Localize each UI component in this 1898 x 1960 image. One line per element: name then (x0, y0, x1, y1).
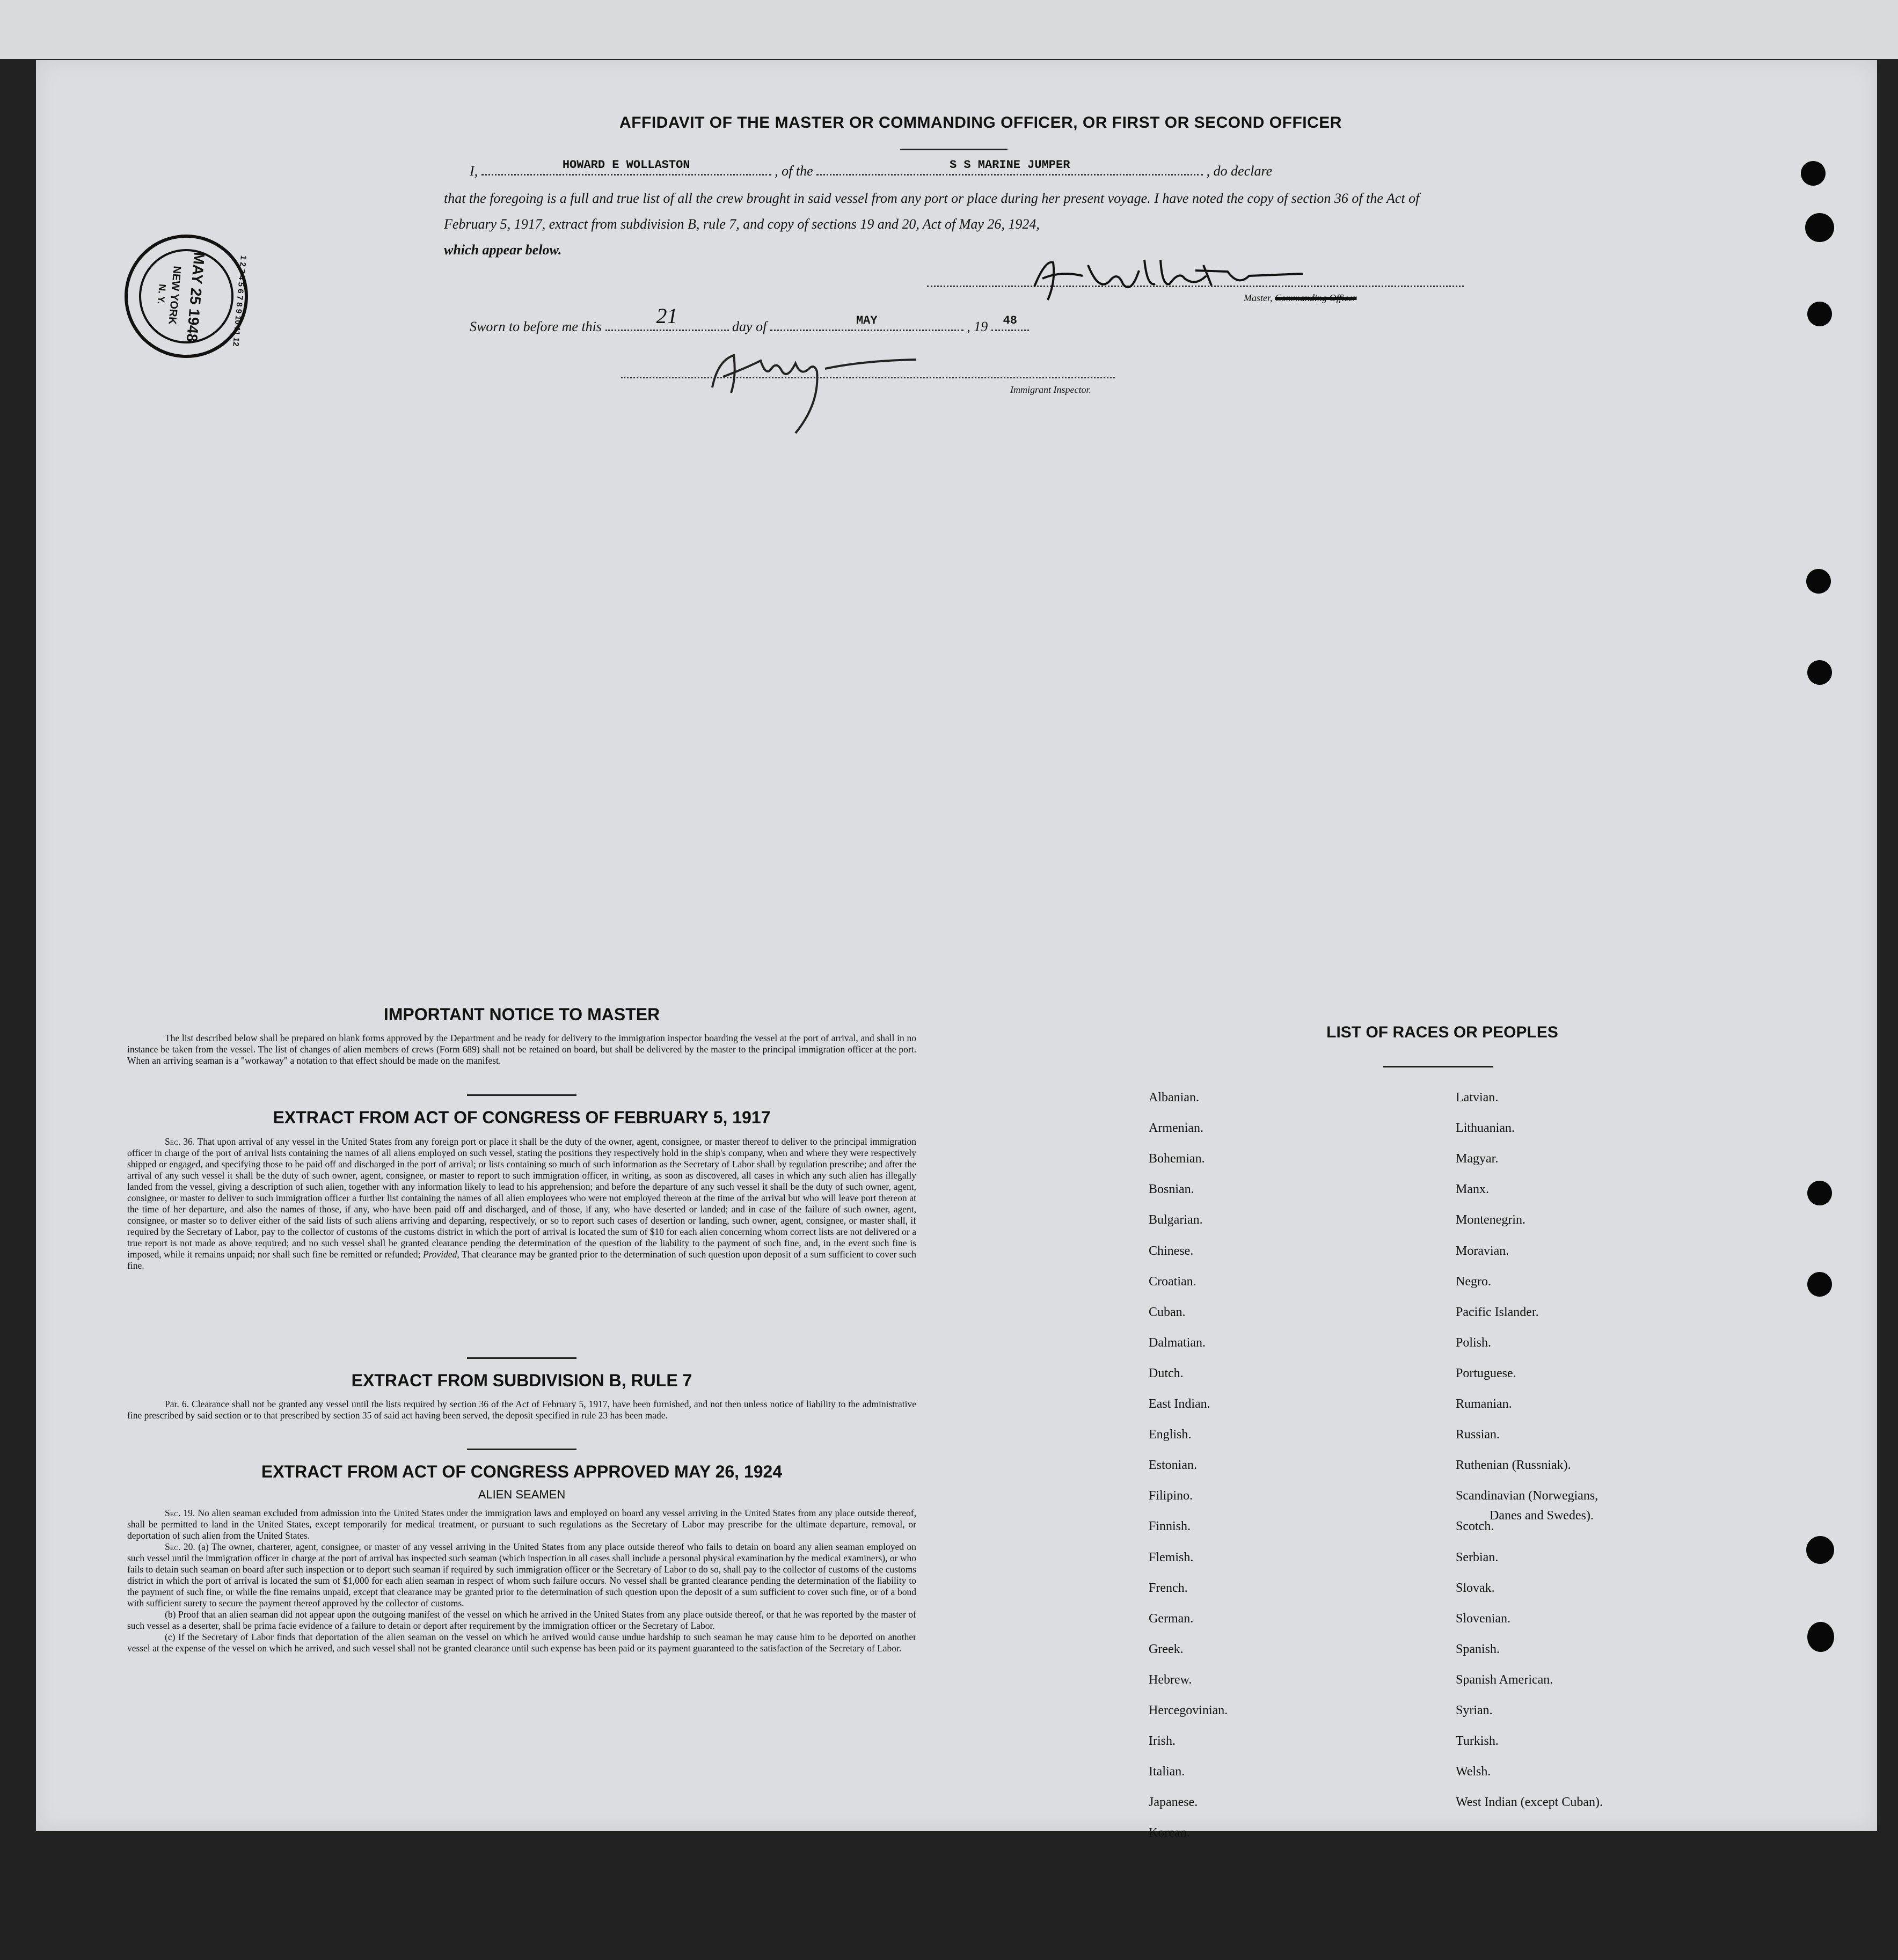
act-1917-heading: EXTRACT FROM ACT OF CONGRESS OF FEBRUARY 5, 1917 (273, 1108, 771, 1127)
master-name-field (481, 158, 771, 175)
binder-hole (1805, 213, 1834, 242)
race-item: Portuguese. (1456, 1366, 1516, 1380)
notice-text: The list described below shall be prepared on blank forms approved by the Department and be ready for delivery to the immigration inspector boarding the vessel at the port of arrival, and shall in no instance be taken from the vessel. The list of changes of alien members of crews (Form 689) shall not be retained on board, but shall be delivered by the master to the principal immigration officer at the port. When an arriving seaman is a "workaway" a notation to that effect should be made on the manifest. (127, 1033, 916, 1066)
race-item: Bulgarian. (1149, 1213, 1203, 1227)
declaration-do-declare: , do declare (1206, 163, 1273, 179)
sworn-day-field (605, 304, 729, 331)
race-item: Croatian. (1149, 1274, 1196, 1289)
master-name-value: HOWARD E WOLLASTON (562, 158, 690, 172)
race-item: Filipino. (1149, 1489, 1193, 1503)
section-divider (467, 1094, 576, 1096)
race-item: Spanish American. (1456, 1672, 1553, 1687)
race-item: Manx. (1456, 1182, 1489, 1197)
race-item: Chinese. (1149, 1244, 1194, 1258)
race-item: Dalmatian. (1149, 1335, 1206, 1350)
struck-commanding-officer: Commanding Officer (1275, 292, 1357, 303)
race-item: Greek. (1149, 1642, 1184, 1656)
race-item: Hercegovinian. (1149, 1703, 1228, 1717)
declaration-of-the: , of the (775, 163, 813, 179)
act-1924-sec19-label: Sec. 19. (165, 1508, 195, 1518)
sworn-year-field (991, 314, 1029, 331)
race-item: Russian. (1456, 1428, 1500, 1442)
races-list-title: LIST OF RACES OR PEOPLES (1326, 1023, 1558, 1041)
sworn-month-field (770, 314, 963, 331)
act-1924-sec20-label: Sec. 20. (165, 1541, 195, 1552)
rule-7-heading: EXTRACT FROM SUBDIVISION B, RULE 7 (351, 1371, 692, 1390)
rule-7-body (127, 1399, 916, 1421)
race-item: Bohemian. (1149, 1152, 1205, 1166)
binder-hole (1807, 660, 1832, 685)
declaration-text-end: which appear below. (444, 242, 562, 258)
declaration-i: I, (470, 163, 478, 179)
act-1924-sec20b-text: (b) Proof that an alien seaman did not appear upon the outgoing manifest of the vessel on which he arrived in the United States from any place outside thereof, or that he was reported by the master of such vessel as a deserter, shall be prima facie evidence of a failure to detain or deport after requirement by the immigration officer or the Secretary of Labor. (127, 1609, 916, 1631)
race-item: Serbian. (1456, 1550, 1499, 1564)
race-item: Finnish. (1149, 1519, 1191, 1534)
race-item: Albanian. (1149, 1091, 1199, 1105)
race-item: Welsh. (1456, 1765, 1491, 1779)
vessel-name-field (816, 158, 1203, 175)
race-item: East Indian. (1149, 1397, 1210, 1411)
act-1917-body (127, 1136, 916, 1271)
race-item: Bosnian. (1149, 1182, 1194, 1197)
race-item: Estonian. (1149, 1458, 1197, 1473)
declaration-line (470, 158, 1273, 179)
sworn-year-prefix: , 19 (967, 319, 988, 334)
race-item: Cuban. (1149, 1305, 1186, 1319)
act-1924-body (127, 1508, 916, 1654)
race-item: Rumanian. (1456, 1397, 1512, 1411)
section-divider (467, 1357, 576, 1359)
race-item: Slovenian. (1456, 1611, 1510, 1626)
sworn-day-of: day of (732, 319, 767, 334)
section-divider (467, 1449, 576, 1450)
act-1924-subheading: ALIEN SEAMEN (478, 1488, 566, 1501)
sworn-month-value: MAY (856, 314, 878, 327)
race-item: Scandinavian (Norwegians, (1456, 1489, 1598, 1503)
act-1917-provided: Provided, (422, 1249, 459, 1260)
vessel-name-value: S S MARINE JUMPER (949, 158, 1070, 172)
race-item: English. (1149, 1428, 1192, 1442)
sworn-prefix: Sworn to before me this (470, 319, 602, 334)
binder-hole (1806, 569, 1831, 594)
race-item: Japanese. (1149, 1795, 1198, 1810)
race-item: Lithuanian. (1456, 1121, 1515, 1136)
race-item: Montenegrin. (1456, 1213, 1525, 1227)
act-1917-text: That upon arrival of any vessel in the United States from any foreign port or place it shall be the duty of the owner, agent, consignee, or master thereof to deliver to the principal immigration officer in charge of the port of arrival lists containing the names of all aliens employed on such vessel, stating the positions they respectively hold in the ship's company, when and where they were respectively shipped or engaged, and specifying those to be paid off and discharged in the port of arrival; or lists containing so much of such information as the Secretary of Labor shall by regulation prescribe; and after the arrival of any such vessel it shall be the duty of such owner, agent, consignee, or master to report to such immigration officer, in writing, as soon as discovered, all cases in which any such alien has illegally landed from the vessel, giving a description of such alien, together with any information likely to lead to his apprehension; and before the departure of any such vessel it shall be the duty of such owner, agent, consignee, or master to deliver to such immigration officer a further list containing the names of all alien employees who were not employed thereon at the time of the arrival but who will leave port thereon at the time of her departure, and also the names of those, if any, who have been paid off and discharged, and of those, if any, who have deserted or landed; and in case of the failure of such owner, agent, consignee, or master so to deliver either of the said lists of such aliens arriving and departing, respectively, or so to report such cases of desertion or landing, such owner, agent, consignee, or master shall, if required by the Secretary of Labor, pay to the collector of customs of the customs district in which the port of arrival is located the sum of $10 for each alien concerning whom correct lists are not delivered or a true report is not made as above required; and no such vessel shall be granted clearance pending the determination of the question of the liability to the payment of such fine, and, in the event such fine is imposed, while it remains unpaid; nor shall such fine be remitted or refunded; (127, 1136, 916, 1260)
binder-hole (1806, 1536, 1834, 1564)
race-item: Italian. (1149, 1765, 1185, 1779)
race-item: Irish. (1149, 1734, 1176, 1749)
notice-body (127, 1033, 916, 1066)
affidavit-title: AFFIDAVIT OF THE MASTER OR COMMANDING OFFICER, OR FIRST OR SECOND OFFICER (619, 114, 1342, 131)
race-item: Syrian. (1456, 1703, 1493, 1717)
title-underline (900, 149, 1008, 150)
race-item: Korean. (1149, 1826, 1190, 1840)
act-1917-text-end: That clearance may be granted prior to the determination of such question upon deposit of a sum sufficient to cover such fine. (127, 1249, 917, 1271)
inspector-label: Immigrant Inspector. (1010, 384, 1091, 395)
master-label-text: Master, (1244, 292, 1273, 303)
sworn-line (470, 304, 1029, 335)
race-item: Hebrew. (1149, 1672, 1192, 1687)
race-item: West Indian (except Cuban). (1456, 1795, 1603, 1810)
stamp-city: NEW YORK (166, 265, 183, 325)
race-item: German. (1149, 1611, 1194, 1626)
race-item: Ruthenian (Russniak). (1456, 1458, 1571, 1473)
race-item: Scotch. (1456, 1519, 1494, 1534)
race-item: Pacific Islander. (1456, 1305, 1539, 1319)
stamp-state: N. Y. (155, 283, 168, 305)
immigration-date-stamp (116, 226, 256, 366)
race-item: Magyar. (1456, 1152, 1499, 1166)
races-title-underline (1383, 1066, 1493, 1067)
binder-hole (1807, 1181, 1832, 1205)
binder-hole (1801, 161, 1826, 186)
race-item: Flemish. (1149, 1550, 1194, 1564)
act-1924-heading: EXTRACT FROM ACT OF CONGRESS APPROVED MAY 26, 1924 (261, 1462, 783, 1481)
race-item: Danes and Swedes). (1490, 1509, 1594, 1523)
declaration-paragraph (444, 186, 1464, 263)
stamp-date: MAY 25 1948 (183, 251, 208, 343)
sworn-year-value: 48 (1003, 314, 1017, 327)
notice-heading: IMPORTANT NOTICE TO MASTER (383, 1005, 660, 1024)
race-item: Polish. (1456, 1335, 1492, 1350)
act-1917-section-label: Sec. 36. (165, 1136, 195, 1147)
act-1924-sec20c-text: (c) If the Secretary of Labor finds that deportation of the alien seaman on the vessel on which he arrived would cause undue hardship to such seaman he may cause him to be deported on another vessel at the expense of the vessel on which he arrived, and such vessel shall not be granted clearance until such expense has been paid or its payment guaranteed to the satisfaction of the Secretary of Labor. (127, 1632, 916, 1654)
binder-hole (1807, 302, 1832, 326)
binder-hole (1807, 1622, 1834, 1652)
race-item: Armenian. (1149, 1121, 1203, 1136)
race-item: French. (1149, 1581, 1188, 1595)
scan-top-margin (0, 0, 1898, 59)
master-label (1244, 292, 1357, 304)
race-item: Turkish. (1456, 1734, 1499, 1749)
act-1924-sec19-text: No alien seaman excluded from admission into the United States under the immigration laws and employed on board any vessel arriving in the United States from any place outside thereof, shall be permitted to land in the United States, except temporarily for medical treatment, or pursuant to such regulations as the Secretary of Labor may prescribe for the ultimate departure, removal, or deportation of such alien from the United States. (127, 1508, 916, 1541)
race-item: Dutch. (1149, 1366, 1184, 1380)
race-item: Slovak. (1456, 1581, 1495, 1595)
declaration-text: that the foregoing is a full and true list of all the crew brought in said vessel from any port or place during her present voyage. I have noted the copy of section 36 of the Act of February 5, 1917, extract from subdivision B, rule 7, and copy of sections 19 and 20, Act of May 26, 1924, (444, 191, 1420, 232)
sworn-day-value: 21 (656, 304, 678, 328)
race-item: Moravian. (1456, 1244, 1509, 1258)
race-item: Spanish. (1456, 1642, 1500, 1656)
race-item: Latvian. (1456, 1091, 1499, 1105)
stamp-ring-hours: 1 2 3 4 5 6 7 8 9 10 11 12 (231, 255, 249, 347)
race-item: Negro. (1456, 1274, 1491, 1289)
rule-7-text: Par. 6. Clearance shall not be granted any vessel until the lists required by section 36 of the Act of February 5, 1917, have been furnished, and not then unless notice of liability to the administrative fine prescribed by said section or to that prescribed by section 35 of said act having been served, the deposit specified in rule 23 has been made. (127, 1399, 916, 1421)
act-1924-sec20a-text: (a) The owner, charterer, agent, consignee, or master of any vessel arriving in the United States from any place outside thereof who fails to detain on board any alien seaman employed on such vessel until the immigration officer in charge at the port of arrival has inspected such seaman (which inspection in all cases shall include a personal physical examination by the medical examiners), or who fails to detain such seaman on board after such inspection or to deport such seaman if required by such immigration officer or the Secretary of Labor to do so, shall pay to the collector of customs of the customs district in which the port of arrival is located the sum of $1,000 for each alien seaman in respect of whom such failure occurs. No vessel shall be granted clearance pending the determination of the liability to the payment of such fine, or while the fine remains unpaid, except that clearance may be granted prior to the determination of such question upon the deposit of a sum sufficient to cover such fine, or of a bond with sufficient surety to secure the payment thereof approved by the collector of customs. (127, 1541, 916, 1608)
manifest-sheet (36, 60, 1877, 1840)
inspector-signature (702, 339, 981, 436)
binder-hole (1807, 1272, 1832, 1297)
